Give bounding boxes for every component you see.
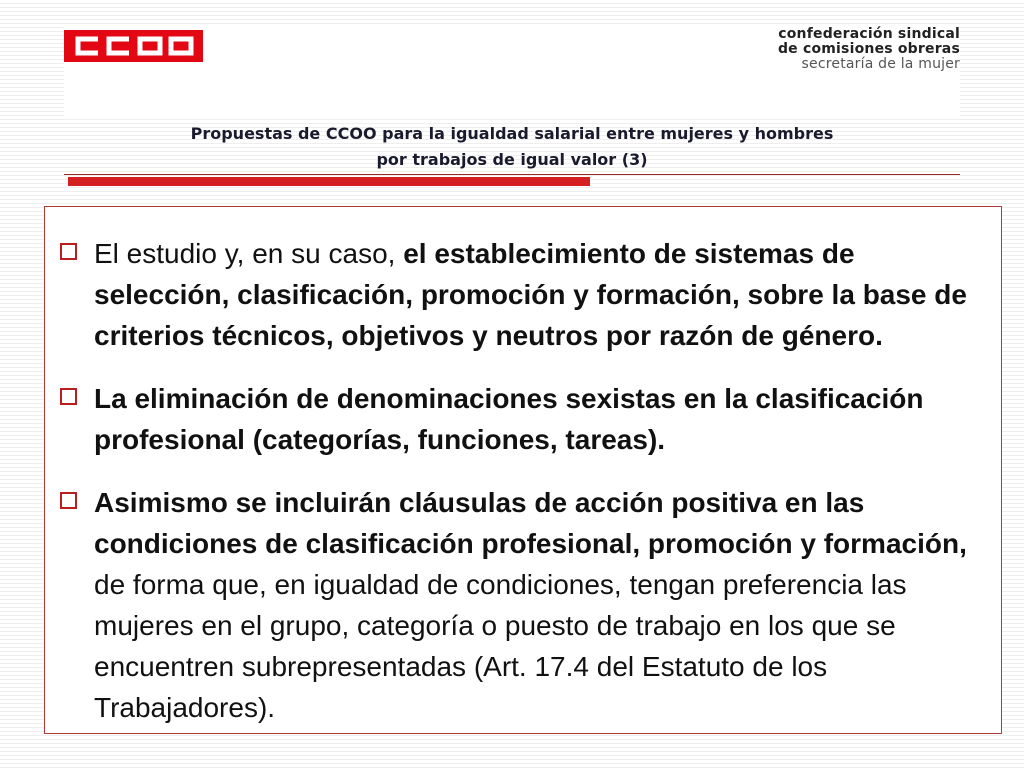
title-line-2: por trabajos de igual valor (3) <box>376 150 648 169</box>
bullet-item <box>60 482 995 728</box>
content-box <box>44 206 1002 734</box>
title-divider-line <box>64 174 960 175</box>
bullet-text: El estudio y, en su caso, <box>94 238 404 269</box>
title-accent-bar <box>68 177 590 186</box>
title-line-1: Propuestas de CCOO para la igualdad salarial entre mujeres y hombres <box>190 124 834 143</box>
org-line-1: confederación sindical <box>778 26 960 42</box>
square-bullet-icon <box>60 492 77 509</box>
bullet-text-bold: Asimismo se incluirán cláusulas de acción positiva en las condiciones de clasificación profesional, promoción y formación, <box>94 487 967 559</box>
bullet-list <box>60 233 995 750</box>
org-line-2: de comisiones obreras <box>777 41 960 57</box>
ccoo-logo-mark <box>64 30 203 62</box>
bullet-text: de forma que, en igualdad de condiciones, tengan preferencia las mujeres en el grupo, categoría o puesto de trabajo en los que se encuentren subrepresentadas (Art. 17.4 del Estatuto de los Trabajadores). <box>94 569 907 723</box>
bullet-text-bold: el establecimiento de sistemas de selección, clasificación, promoción y formación, sobre la base de criterios técnicos, objetivos y neutros por razón de género. <box>94 238 967 351</box>
square-bullet-icon <box>60 388 77 405</box>
square-bullet-icon <box>60 243 77 260</box>
ccoo-logo <box>64 30 203 62</box>
bullet-item <box>60 378 995 460</box>
bullet-text-bold: La eliminación de denominaciones sexistas en la clasificación profesional (categorías, funciones, tareas). <box>94 383 924 455</box>
slide-title <box>64 121 960 173</box>
bullet-item <box>60 233 995 356</box>
organization-name <box>710 27 960 72</box>
org-line-3: secretaría de la mujer <box>801 56 960 72</box>
